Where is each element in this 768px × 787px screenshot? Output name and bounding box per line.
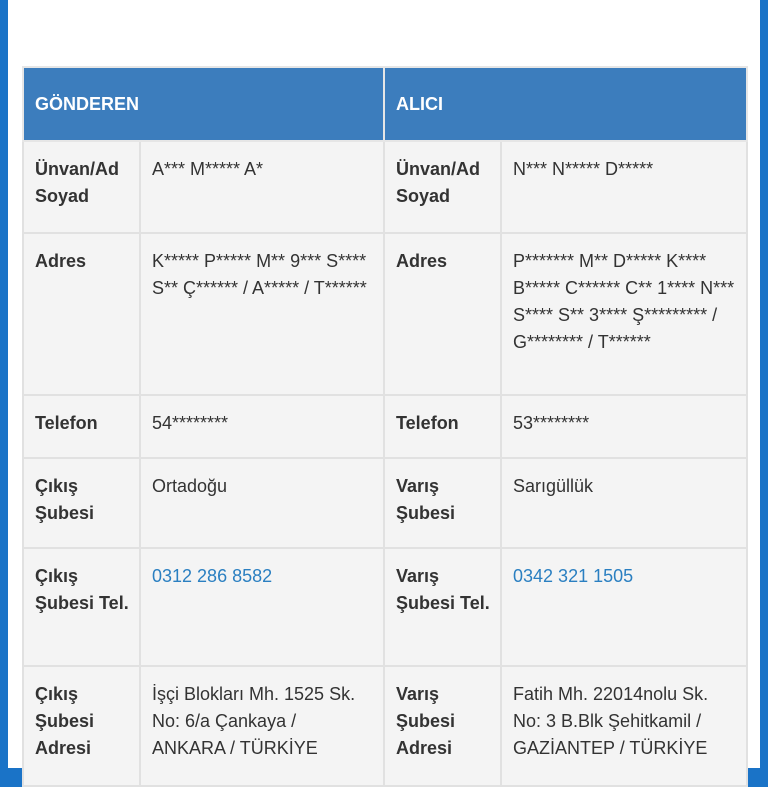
receiver-address-label: Adres [384,233,501,395]
arrival-branch-label: Varış Şubesi [384,458,501,548]
arrival-branch-phone-label: Varış Şubesi Tel. [384,548,501,666]
table-row-phone [23,395,747,458]
arrival-branch-phone-cell [501,548,747,666]
page-content [8,0,760,768]
departure-branch-address-value: İşçi Blokları Mh. 1525 Sk. No: 6/a Çankaya / ANKARA / TÜRKİYE [140,666,384,786]
arrival-branch-phone-link[interactable]: 0342 321 1505 [513,566,634,586]
sender-phone-value: 54******** [140,395,384,458]
arrival-branch-address-value: Fatih Mh. 22014nolu Sk. No: 3 B.Blk Şehitkamil / GAZİANTEP / TÜRKİYE [501,666,747,786]
shipment-details-table [22,66,748,787]
sender-address-label: Adres [23,233,140,395]
receiver-phone-label: Telefon [384,395,501,458]
table-row-branch [23,458,747,548]
sender-phone-label: Telefon [23,395,140,458]
sender-address-value: K***** P***** M** 9*** S**** S** Ç****** / A***** / T****** [140,233,384,395]
receiver-phone-value: 53******** [501,395,747,458]
table-row-address [23,233,747,395]
table-row-name [23,141,747,233]
departure-branch-label: Çıkış Şubesi [23,458,140,548]
table-row-branch-phone [23,548,747,666]
sender-name-label: Ünvan/Ad Soyad [23,141,140,233]
sender-header: GÖNDEREN [23,67,384,141]
table-header-row [23,67,747,141]
receiver-header: ALICI [384,67,747,141]
departure-branch-value: Ortadoğu [140,458,384,548]
departure-branch-phone-link[interactable]: 0312 286 8582 [152,566,273,586]
departure-branch-phone-label: Çıkış Şubesi Tel. [23,548,140,666]
arrival-branch-address-label: Varış Şubesi Adresi [384,666,501,786]
arrival-branch-value: Sarıgüllük [501,458,747,548]
table-row-branch-address [23,666,747,786]
sender-name-value: A*** M***** A* [140,141,384,233]
receiver-name-value: N*** N***** D***** [501,141,747,233]
receiver-address-value: P******* M** D***** K**** B***** C****** C** 1**** N*** S**** S** 3**** Ş********* / G******** / T****** [501,233,747,395]
departure-branch-phone-cell [140,548,384,666]
receiver-name-label: Ünvan/Ad Soyad [384,141,501,233]
departure-branch-address-label: Çıkış Şubesi Adresi [23,666,140,786]
